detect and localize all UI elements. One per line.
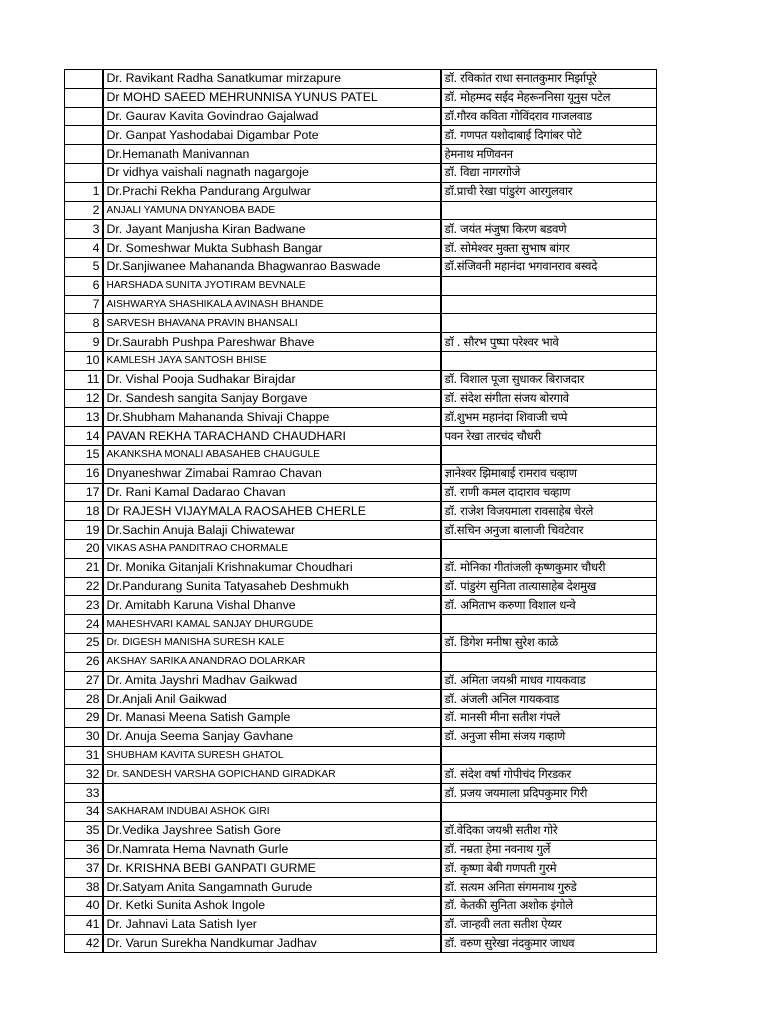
marathi-name-cell: डॉ. वरुण सुरेखा नंदकुमार जाधव [441, 934, 657, 953]
serial-number-cell: 40 [65, 897, 103, 916]
english-name-cell: Dr RAJESH VIJAYMALA RAOSAHEB CHERLE [103, 502, 441, 521]
marathi-name-cell: डॉ . सौरभ पुष्पा परेश्वर भावे [441, 333, 657, 352]
serial-number-cell [65, 145, 103, 164]
table-body [65, 70, 657, 953]
marathi-name-cell: डॉ. मोनिका गीतांजली कृष्णकुमार चौधरी [441, 558, 657, 577]
serial-number-cell: 23 [65, 596, 103, 615]
marathi-name-cell [441, 615, 657, 634]
english-name-cell: Dr MOHD SAEED MEHRUNNISA YUNUS PATEL [103, 88, 441, 107]
marathi-name-cell: डॉ. राजेश विजयमाला रावसाहेब चेरले [441, 502, 657, 521]
english-name-cell: Dr. Ravikant Radha Sanatkumar mirzapure [103, 70, 441, 89]
english-name-cell: Dr.Anjali Anil Gaikwad [103, 690, 441, 709]
english-name-cell: Dr.Prachi Rekha Pandurang Argulwar [103, 182, 441, 201]
table-row [65, 257, 657, 276]
english-name-cell: VIKAS ASHA PANDITRAO CHORMALE [103, 539, 441, 558]
serial-number-cell [65, 88, 103, 107]
marathi-name-cell: डॉ. अनुजा सीमा संजय गव्हाणे [441, 727, 657, 746]
table-row [65, 727, 657, 746]
marathi-name-cell [441, 746, 657, 765]
table-row [65, 558, 657, 577]
table-row [65, 370, 657, 389]
table-row [65, 652, 657, 671]
serial-number-cell: 36 [65, 840, 103, 859]
english-name-cell: AISHWARYA SHASHIKALA AVINASH BHANDE [103, 295, 441, 314]
table-row [65, 483, 657, 502]
marathi-name-cell: डॉ. अंजली अनिल गायकवाड [441, 690, 657, 709]
marathi-name-cell: डॉ.संजिवनी महानंदा भगवानराव बस्वदे [441, 257, 657, 276]
table-row [65, 295, 657, 314]
english-name-cell: MAHESHVARI KAMAL SANJAY DHURGUDE [103, 615, 441, 634]
serial-number-cell: 20 [65, 539, 103, 558]
english-name-cell: SHUBHAM KAVITA SURESH GHATOL [103, 746, 441, 765]
table-row [65, 239, 657, 258]
serial-number-cell: 3 [65, 220, 103, 239]
serial-number-cell: 4 [65, 239, 103, 258]
english-name-cell: Dr. Vishal Pooja Sudhakar Birajdar [103, 370, 441, 389]
english-name-cell: Dr.Hemanath Manivannan [103, 145, 441, 164]
english-name-cell: Dr. SANDESH VARSHA GOPICHAND GIRADKAR [103, 765, 441, 784]
serial-number-cell: 8 [65, 314, 103, 333]
serial-number-cell: 5 [65, 257, 103, 276]
marathi-name-cell: डॉ. सोमेश्वर मुक्ता सुभाष बांगर [441, 239, 657, 258]
serial-number-cell: 6 [65, 276, 103, 295]
serial-number-cell: 33 [65, 784, 103, 803]
english-name-cell: Dr. Gaurav Kavita Govindrao Gajalwad [103, 107, 441, 126]
table-row [65, 746, 657, 765]
table-row [65, 445, 657, 464]
table-row [65, 427, 657, 446]
marathi-name-cell: डॉ. संदेश संगीता संजय बोरगावे [441, 389, 657, 408]
table-row [65, 539, 657, 558]
marathi-name-cell: ज्ञानेश्वर झिमाबाई रामराव चव्हाण [441, 464, 657, 483]
english-name-cell: Dr. Anuja Seema Sanjay Gavhane [103, 727, 441, 746]
english-name-cell: Dr.Sachin Anuja Balaji Chiwatewar [103, 521, 441, 540]
table-row [65, 314, 657, 333]
table-row [65, 163, 657, 182]
table-row [65, 690, 657, 709]
table-row [65, 615, 657, 634]
marathi-name-cell: डॉ. गणपत यशोदाबाई दिगांबर पोटे [441, 126, 657, 145]
english-name-cell: Dr.Sanjiwanee Mahananda Bhagwanrao Baswade [103, 257, 441, 276]
marathi-name-cell [441, 803, 657, 822]
marathi-name-cell: डॉ. रविकांत राधा सनातकुमार मिर्झापूरे [441, 70, 657, 89]
serial-number-cell: 14 [65, 427, 103, 446]
marathi-name-cell: डॉ.गौरव कविता गोविंदराव गाजलवाड [441, 107, 657, 126]
serial-number-cell: 25 [65, 633, 103, 652]
table-row [65, 276, 657, 295]
table-row [65, 351, 657, 370]
english-name-cell: Dr.Namrata Hema Navnath Gurle [103, 840, 441, 859]
table-row [65, 784, 657, 803]
marathi-name-cell [441, 295, 657, 314]
english-name-cell: Dr. Amita Jayshri Madhav Gaikwad [103, 671, 441, 690]
serial-number-cell: 13 [65, 408, 103, 427]
table-row [65, 126, 657, 145]
english-name-cell: Dr. Jayant Manjusha Kiran Badwane [103, 220, 441, 239]
english-name-cell: Dr. Ketki Sunita Ashok Ingole [103, 897, 441, 916]
marathi-name-cell [441, 201, 657, 220]
english-name-cell: SARVESH BHAVANA PRAVIN BHANSALI [103, 314, 441, 333]
english-name-cell: Dnyaneshwar Zimabai Ramrao Chavan [103, 464, 441, 483]
english-name-cell: Dr. Rani Kamal Dadarao Chavan [103, 483, 441, 502]
english-name-cell: Dr. Sandesh sangita Sanjay Borgave [103, 389, 441, 408]
table-row [65, 577, 657, 596]
english-name-cell: Dr. Monika Gitanjali Krishnakumar Choudhari [103, 558, 441, 577]
marathi-name-cell: डॉ. प्रजय जयमाला प्रदिपकुमार गिरी [441, 784, 657, 803]
marathi-name-cell [441, 276, 657, 295]
serial-number-cell: 34 [65, 803, 103, 822]
marathi-name-cell: पवन रेखा तारचंद चौधरी [441, 427, 657, 446]
marathi-name-cell: डॉ. पांडुरंग सुनिता तात्यासाहेब देशमुख [441, 577, 657, 596]
serial-number-cell: 24 [65, 615, 103, 634]
english-name-cell: Dr vidhya vaishali nagnath nagargoje [103, 163, 441, 182]
serial-number-cell: 12 [65, 389, 103, 408]
marathi-name-cell: हेमनाथ मणिवनन [441, 145, 657, 164]
table-row [65, 521, 657, 540]
marathi-name-cell: डॉ. नम्रता हेमा नवनाथ गुर्ले [441, 840, 657, 859]
serial-number-cell: 19 [65, 521, 103, 540]
serial-number-cell: 41 [65, 915, 103, 934]
marathi-name-cell: डॉ. अमिताभ करुणा विशाल धन्वे [441, 596, 657, 615]
table-row [65, 145, 657, 164]
marathi-name-cell: डॉ. विशाल पूजा सुधाकर बिराजदार [441, 370, 657, 389]
marathi-name-cell: डॉ. जान्हवी लता सतीश ऐय्यर [441, 915, 657, 934]
serial-number-cell: 26 [65, 652, 103, 671]
english-name-cell: Dr. DIGESH MANISHA SURESH KALE [103, 633, 441, 652]
table-row [65, 502, 657, 521]
table-row [65, 107, 657, 126]
table-row [65, 70, 657, 89]
table-row [65, 840, 657, 859]
english-name-cell [103, 784, 441, 803]
marathi-name-cell: डॉ. डिगेश मनीषा सुरेश काळे [441, 633, 657, 652]
english-name-cell: AKANKSHA MONALI ABASAHEB CHAUGULE [103, 445, 441, 464]
serial-number-cell: 31 [65, 746, 103, 765]
english-name-cell: SAKHARAM INDUBAI ASHOK GIRI [103, 803, 441, 822]
serial-number-cell: 30 [65, 727, 103, 746]
serial-number-cell: 37 [65, 859, 103, 878]
marathi-name-cell [441, 652, 657, 671]
serial-number-cell: 18 [65, 502, 103, 521]
serial-number-cell: 35 [65, 821, 103, 840]
serial-number-cell: 10 [65, 351, 103, 370]
english-name-cell: AKSHAY SARIKA ANANDRAO DOLARKAR [103, 652, 441, 671]
marathi-name-cell: डॉ. मोहम्मद सईद मेहरूननिसा यूनुस पटेल [441, 88, 657, 107]
marathi-name-cell: डॉ.प्राची रेखा पांडुरंग आरगुलवार [441, 182, 657, 201]
table-row [65, 671, 657, 690]
marathi-name-cell: डॉ. अमिता जयश्री माधव गायकवाड [441, 671, 657, 690]
serial-number-cell [65, 70, 103, 89]
serial-number-cell [65, 107, 103, 126]
serial-number-cell: 22 [65, 577, 103, 596]
marathi-name-cell [441, 445, 657, 464]
table-row [65, 897, 657, 916]
serial-number-cell: 1 [65, 182, 103, 201]
english-name-cell: Dr. Ganpat Yashodabai Digambar Pote [103, 126, 441, 145]
english-name-cell: HARSHADA SUNITA JYOTIRAM BEVNALE [103, 276, 441, 295]
table-row [65, 765, 657, 784]
marathi-name-cell: डॉ. कृष्णा बेबी गणपती गुरमे [441, 859, 657, 878]
table-row [65, 859, 657, 878]
marathi-name-cell: डॉ. मानसी मीना सतीश गंपले [441, 709, 657, 728]
serial-number-cell: 9 [65, 333, 103, 352]
marathi-name-cell: डॉ. संदेश वर्षा गोपीचंद गिरडकर [441, 765, 657, 784]
table-row [65, 915, 657, 934]
table-row [65, 934, 657, 953]
english-name-cell: Dr. Jahnavi Lata Satish Iyer [103, 915, 441, 934]
table-row [65, 633, 657, 652]
serial-number-cell: 7 [65, 295, 103, 314]
english-name-cell: PAVAN REKHA TARACHAND CHAUDHARI [103, 427, 441, 446]
serial-number-cell: 17 [65, 483, 103, 502]
marathi-name-cell [441, 351, 657, 370]
serial-number-cell: 27 [65, 671, 103, 690]
table-row [65, 88, 657, 107]
english-name-cell: Dr.Satyam Anita Sangamnath Gurude [103, 878, 441, 897]
table-row [65, 709, 657, 728]
table-row [65, 408, 657, 427]
marathi-name-cell: डॉ. राणी कमल दादाराव चव्हाण [441, 483, 657, 502]
english-name-cell: Dr. Amitabh Karuna Vishal Dhanve [103, 596, 441, 615]
marathi-name-cell [441, 314, 657, 333]
marathi-name-cell: डॉ. सत्यम अनिता संगमनाथ गुरुडे [441, 878, 657, 897]
english-name-cell: Dr.Shubham Mahananda Shivaji Chappe [103, 408, 441, 427]
marathi-name-cell: डॉ. विद्या नागरगोजे [441, 163, 657, 182]
table-row [65, 803, 657, 822]
marathi-name-cell: डॉ.शुभम महानंदा शिवाजी चप्पे [441, 408, 657, 427]
serial-number-cell: 15 [65, 445, 103, 464]
names-table [64, 69, 657, 953]
marathi-name-cell: डॉ. केतकी सुनिता अशोक इंगोले [441, 897, 657, 916]
serial-number-cell: 11 [65, 370, 103, 389]
serial-number-cell: 38 [65, 878, 103, 897]
table-row [65, 201, 657, 220]
table-row [65, 220, 657, 239]
table-row [65, 182, 657, 201]
english-name-cell: Dr.Saurabh Pushpa Pareshwar Bhave [103, 333, 441, 352]
english-name-cell: Dr.Pandurang Sunita Tatyasaheb Deshmukh [103, 577, 441, 596]
table-row [65, 596, 657, 615]
marathi-name-cell: डॉ.सचिन अनुजा बालाजी चिवटेवार [441, 521, 657, 540]
english-name-cell: ANJALI YAMUNA DNYANOBA BADE [103, 201, 441, 220]
serial-number-cell: 16 [65, 464, 103, 483]
table-row [65, 821, 657, 840]
serial-number-cell: 21 [65, 558, 103, 577]
table-row [65, 333, 657, 352]
marathi-name-cell: डॉ. जयंत मंजुषा किरण बडवणे [441, 220, 657, 239]
serial-number-cell [65, 126, 103, 145]
english-name-cell: KAMLESH JAYA SANTOSH BHISE [103, 351, 441, 370]
marathi-name-cell: डॉ.वेदिका जयश्री सतीश गोरे [441, 821, 657, 840]
english-name-cell: Dr.Vedika Jayshree Satish Gore [103, 821, 441, 840]
serial-number-cell: 42 [65, 934, 103, 953]
serial-number-cell [65, 163, 103, 182]
english-name-cell: Dr. Someshwar Mukta Subhash Bangar [103, 239, 441, 258]
marathi-name-cell [441, 539, 657, 558]
english-name-cell: Dr. Manasi Meena Satish Gample [103, 709, 441, 728]
table-row [65, 389, 657, 408]
table-row [65, 878, 657, 897]
serial-number-cell: 2 [65, 201, 103, 220]
serial-number-cell: 29 [65, 709, 103, 728]
table-row [65, 464, 657, 483]
serial-number-cell: 28 [65, 690, 103, 709]
serial-number-cell: 32 [65, 765, 103, 784]
english-name-cell: Dr. Varun Surekha Nandkumar Jadhav [103, 934, 441, 953]
english-name-cell: Dr. KRISHNA BEBI GANPATI GURME [103, 859, 441, 878]
